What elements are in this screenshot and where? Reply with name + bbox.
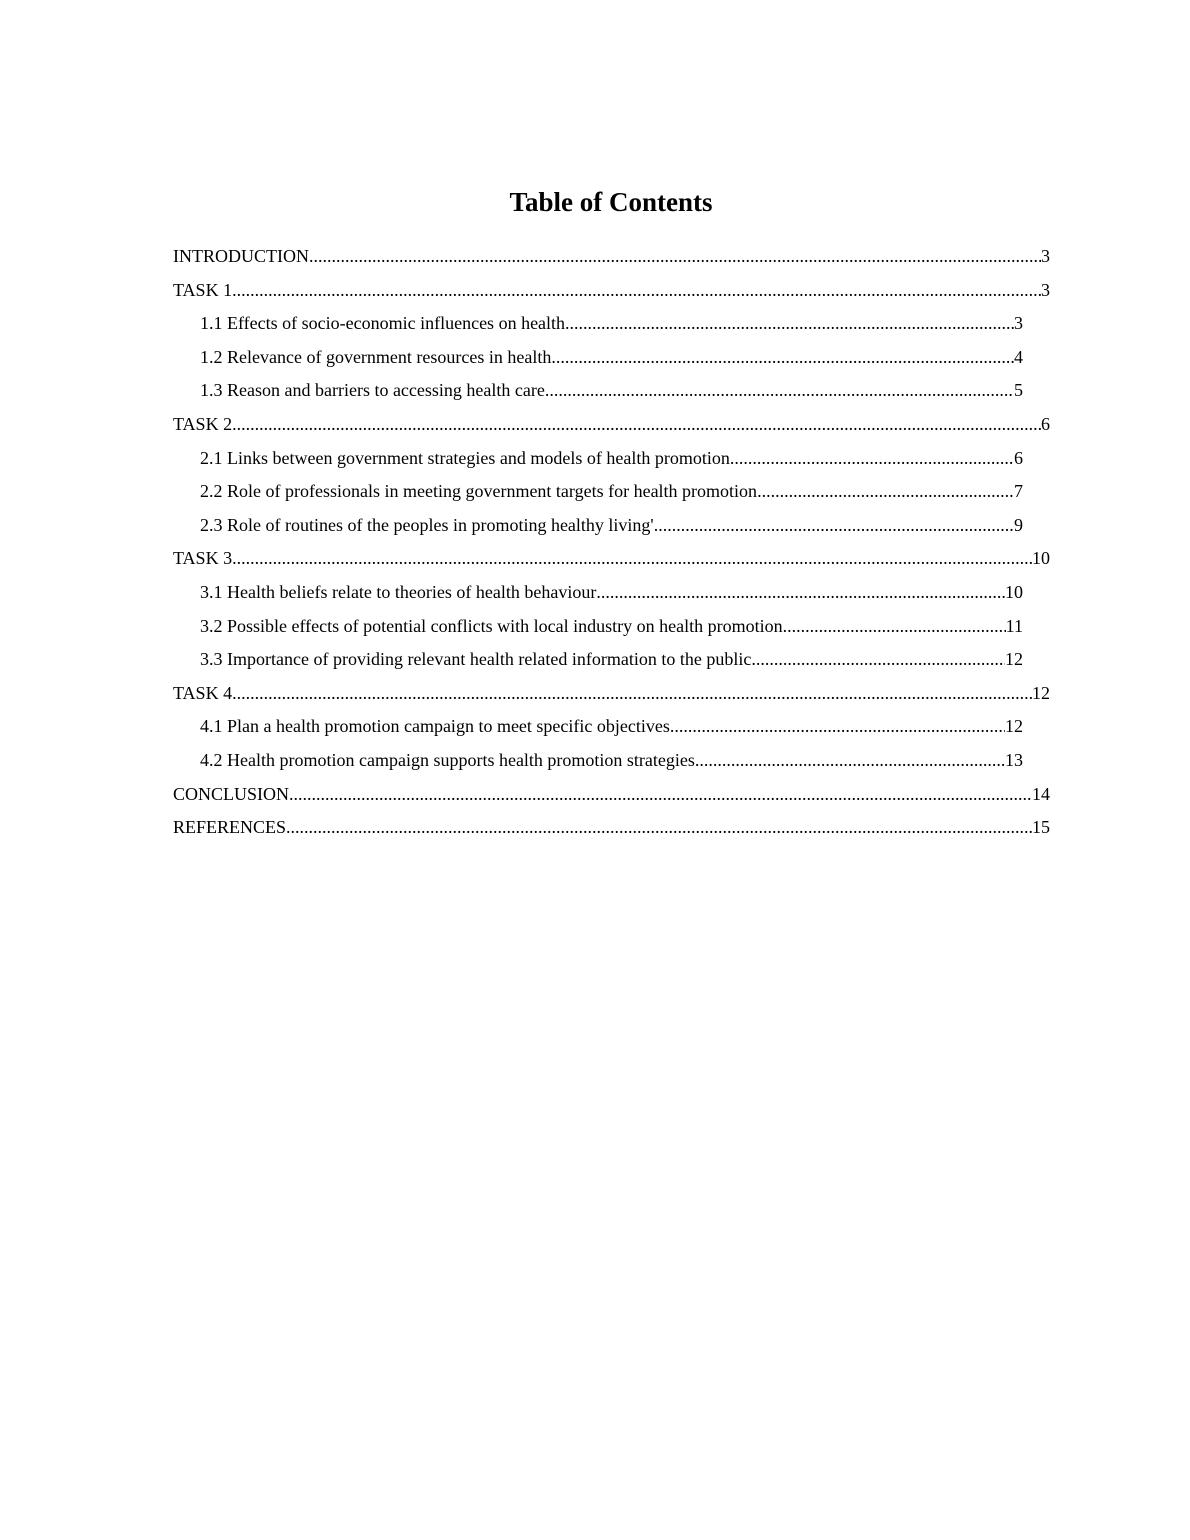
toc-page-number: 12 xyxy=(1032,682,1050,703)
toc-list xyxy=(173,244,1050,849)
toc-page-number: 14 xyxy=(1032,783,1050,804)
toc-dot-leader xyxy=(545,378,1014,402)
toc-page-number: 10 xyxy=(1005,581,1023,602)
toc-entry-title: TASK 2 xyxy=(173,413,233,434)
toc-page-number: 6 xyxy=(1014,447,1023,468)
toc-entry-title: 2.1 Links between government strategies and models of health promotion xyxy=(200,447,730,468)
toc-page-number: 12 xyxy=(1005,716,1023,737)
toc-page-number: 6 xyxy=(1041,413,1050,434)
toc-entry-title: 2.3 Role of routines of the peoples in promoting healthy living' xyxy=(200,514,654,535)
toc-entry-title: 3.2 Possible effects of potential conflicts with local industry on health promotion xyxy=(200,615,783,636)
toc-entry-title: 4.1 Plan a health promotion campaign to meet specific objectives xyxy=(200,716,670,737)
toc-dot-leader xyxy=(757,479,1014,503)
toc-entry[interactable] xyxy=(173,815,1050,849)
toc-entry-title: 1.2 Relevance of government resources in health xyxy=(200,346,552,367)
toc-title: Table of Contents xyxy=(509,187,713,217)
toc-page-number: 13 xyxy=(1005,749,1023,770)
toc-page-number: 5 xyxy=(1014,380,1023,401)
toc-dot-leader xyxy=(286,815,1032,839)
toc-entry[interactable] xyxy=(173,714,1050,748)
toc-dot-leader xyxy=(551,345,1014,369)
toc-page-number: 12 xyxy=(1005,649,1023,670)
toc-entry-title: TASK 4 xyxy=(173,682,233,703)
toc-entry-title: 4.2 Health promotion campaign supports health promotion strategies xyxy=(200,749,695,770)
toc-entry[interactable] xyxy=(173,244,1050,278)
toc-entry-title: CONCLUSION xyxy=(173,783,290,804)
toc-entry-title: INTRODUCTION xyxy=(173,246,309,266)
toc-dot-leader xyxy=(695,748,1005,772)
toc-dot-leader xyxy=(670,714,1005,738)
toc-entry-title: 1.1 Effects of socio-economic influences on health xyxy=(200,313,566,334)
toc-entry[interactable] xyxy=(173,782,1050,816)
toc-entry[interactable] xyxy=(173,748,1050,782)
toc-page-number: 3 xyxy=(1014,313,1023,334)
toc-entry[interactable] xyxy=(173,378,1050,412)
toc-dot-leader xyxy=(730,446,1014,470)
toc-dot-leader xyxy=(751,647,1005,671)
toc-entry[interactable] xyxy=(173,647,1050,681)
toc-page-number: 3 xyxy=(1041,246,1050,266)
toc-page-number: 3 xyxy=(1041,279,1050,300)
toc-dot-leader xyxy=(232,278,1041,302)
toc-entry[interactable] xyxy=(173,446,1050,480)
toc-dot-leader xyxy=(232,681,1032,705)
toc-entry[interactable] xyxy=(173,614,1050,648)
toc-entry[interactable] xyxy=(173,513,1050,547)
toc-dot-leader xyxy=(783,614,1006,638)
toc-dot-leader xyxy=(289,782,1032,806)
toc-entry-title: 1.3 Reason and barriers to accessing health care xyxy=(200,380,545,401)
toc-entry[interactable] xyxy=(173,479,1050,513)
toc-entry-title: 3.1 Health beliefs relate to theories of health behaviour xyxy=(200,581,597,602)
toc-entry-title: TASK 1 xyxy=(173,279,233,300)
toc-page-number: 15 xyxy=(1032,817,1050,838)
toc-entry[interactable] xyxy=(173,681,1050,715)
toc-page-number: 7 xyxy=(1014,481,1023,502)
toc-entry-title: 2.2 Role of professionals in meeting government targets for health promotion xyxy=(200,481,758,502)
toc-entry[interactable] xyxy=(173,311,1050,345)
toc-entry[interactable] xyxy=(173,546,1050,580)
toc-dot-leader xyxy=(596,580,1005,604)
toc-page-number: 11 xyxy=(1005,615,1023,636)
toc-entry-title: 3.3 Importance of providing relevant health related information to the public xyxy=(200,649,752,670)
toc-entry[interactable] xyxy=(173,412,1050,446)
toc-dot-leader xyxy=(232,412,1041,436)
toc-page-number: 4 xyxy=(1014,346,1023,367)
toc-dot-leader xyxy=(232,546,1032,570)
toc-page-number: 10 xyxy=(1032,548,1050,569)
toc-dot-leader xyxy=(565,311,1014,335)
toc-entry[interactable] xyxy=(173,580,1050,614)
toc-entry[interactable] xyxy=(173,278,1050,312)
toc-entry[interactable] xyxy=(173,345,1050,379)
toc-page-number: 9 xyxy=(1014,514,1023,535)
toc-entry-title: REFERENCES xyxy=(173,817,287,838)
toc-dot-leader xyxy=(309,244,1041,268)
toc-entry-title: TASK 3 xyxy=(173,548,233,569)
toc-dot-leader xyxy=(654,513,1014,537)
